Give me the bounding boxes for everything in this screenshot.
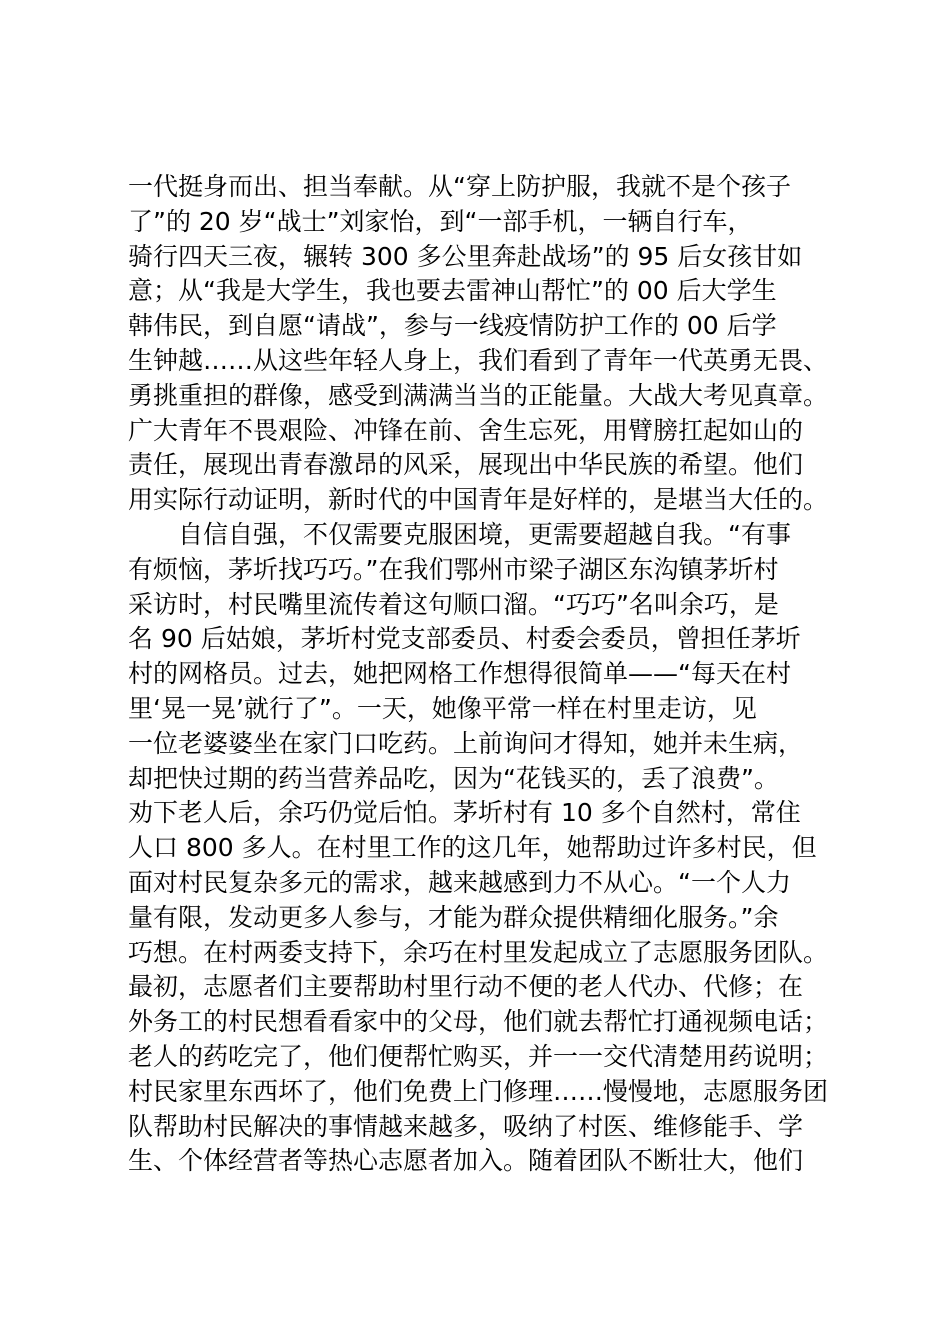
text-line: 采访时，村民嘴里流传着这句顺口溜。“巧巧”名叫余巧，是 (128, 589, 779, 619)
text-line: 量有限，发动更多人参与，才能为群众提供精细化服务。”余 (128, 902, 779, 932)
text-line: 生、个体经营者等热心志愿者加入。随着团队不断壮大，他们 (128, 1146, 804, 1176)
text-line: 有烦恼，茅圻找巧巧。”在我们鄂州市梁子湖区东沟镇茅圻村 (128, 554, 779, 584)
text-line: 意；从“我是大学生，我也要去雷神山帮忙”的 00 后大学生 (128, 276, 777, 306)
text-line: 勇挑重担的群像，感受到满满当当的正能量。大战大考见真章。 (128, 380, 829, 410)
text-line: 巧想。在村两委支持下，余巧在村里发起成立了志愿服务团队。 (128, 937, 829, 967)
text-line: 里‘晃一晃’就行了”。一天，她像平常一样在村里走访，见 (128, 693, 757, 723)
text-line: 却把快过期的药当营养品吃，因为“花钱买的，丢了浪费”。 (128, 763, 779, 793)
text-line: 老人的药吃完了，他们便帮忙购买，并一一交代清楚用药说明； (128, 1041, 829, 1071)
text-line: 了”的 20 岁“战士”刘家怡，到“一部手机，一辆自行车， (128, 206, 753, 236)
text-line: 责任，展现出青春激昂的风采，展现出中华民族的希望。他们 (128, 450, 804, 480)
text-line: 外务工的村民想看看家中的父母，他们就去帮忙打通视频电话； (128, 1007, 829, 1037)
text-line: 一位老婆婆坐在家门口吃药。上前询问才得知，她并未生病， (128, 728, 804, 758)
text-line: 一代挺身而出、担当奉献。从“穿上防护服，我就不是个孩子 (128, 172, 791, 201)
text-line: 面对村民复杂多元的需求，越来越感到力不从心。“一个人力 (128, 867, 791, 897)
text-line: 自信自强，不仅需要克服困境，更需要超越自我。“有事 (128, 519, 791, 549)
text-line: 村民家里东西坏了，他们免费上门修理……慢慢地，志愿服务团 (128, 1076, 829, 1106)
text-line: 生钟越……从这些年轻人身上，我们看到了青年一代英勇无畏、 (128, 345, 829, 375)
text-line: 最初，志愿者们主要帮助村里行动不便的老人代办、代修；在 (128, 972, 804, 1002)
text-line: 骑行四天三夜，辗转 300 多公里奔赴战场”的 95 后女孩甘如 (128, 241, 803, 271)
text-line: 用实际行动证明，新时代的中国青年是好样的，是堪当大任的。 (128, 485, 829, 515)
body-text (128, 170, 858, 1179)
text-line: 名 90 后姑娘，茅圻村党支部委员、村委会委员，曾担任茅圻 (128, 624, 801, 654)
text-line: 村的网格员。过去，她把网格工作想得很简单——“每天在村 (128, 659, 791, 689)
text-line: 韩伟民，到自愿“请战”，参与一线疫情防护工作的 00 后学 (128, 311, 777, 341)
text-line: 队帮助村民解决的事情越来越多，吸纳了村医、维修能手、学 (128, 1111, 804, 1141)
text-line: 广大青年不畏艰险、冲锋在前、舍生忘死，用臂膀扛起如山的 (128, 415, 804, 445)
text-line: 人口 800 多人。在村里工作的这几年，她帮助过许多村民，但 (128, 833, 817, 863)
text-line: 劝下老人后，余巧仍觉后怕。茅圻村有 10 多个自然村，常住 (128, 798, 801, 828)
